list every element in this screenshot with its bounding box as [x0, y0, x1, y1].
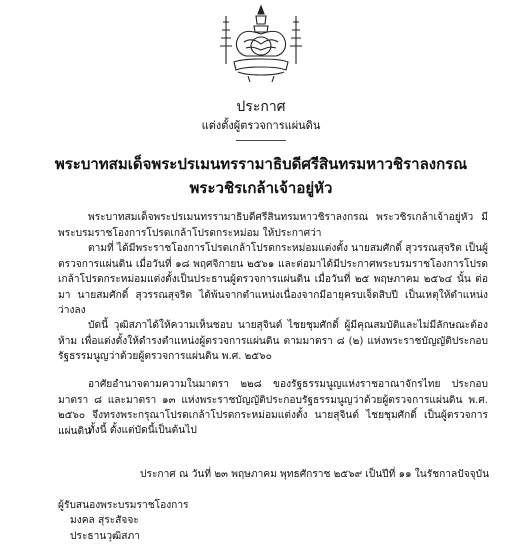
body-paragraph-2: ตามที่ ได้มีพระราชโองการโปรดเกล้าโปรดกระหม่อมแต่งตั้ง นายสมศักดิ์ สุวรรณสุจริต เป็นผู้ตรวจการแผ่นดิน เมื่อวันที่ ๑๘ พฤศจิกายน ๒๕๖๑ และต่อมาได้มีประกาศพระบรมราชโองการโปรดเกล้าโปรดกระหม่อมแต่งตั้งเป็นประธานผู้ตรวจการแผ่นดิน เมื่อวันที่ ๒๕ พฤษภาคม ๒๕๖๔ นั้น ต่อมา นายสมศักดิ์ สุวรรณสุจริต ได้พ้นจากตำแหน่งเนื่องจากมีอายุครบเจ็ดสิบปี เป็นเหตุให้ตำแหน่งว่างลง — [58, 243, 488, 316]
signatory-name: มงคล สุระสัจจะ — [70, 515, 139, 526]
body-paragraph-4: อาศัยอำนาจตามความในมาตรา ๒๒๘ ของรัฐธรรมนูญแห่งราชอาณาจักรไทย ประกอบมาตรา ๘ และมาตรา ๑๓ แห่งพระราชบัญญัติประกอบรัฐธรรมนูญว่าด้วยผู้ตรวจการแผ่นดิน พ.ศ. ๒๕๖๐ จึงทรงพระกรุณาโปรดเกล้าโปรดกระหม่อมแต่งตั้ง นายสุจินต์ ไชยชุมศักดิ์ เป็นผู้ตรวจการแผ่นดิน — [58, 379, 488, 437]
dated-line: ประกาศ ณ วันที่ ๒๓ พฤษภาคม พุทธศักราช ๒๕๖๙ เป็นปีที่ ๑๑ ในรัชกาลปัจจุบัน — [140, 469, 490, 480]
body-paragraph-3: บัดนี้ วุฒิสภาได้ให้ความเห็นชอบ นายสุจินต์ ไชยชุมศักดิ์ ผู้มีคุณสมบัติและไม่มีลักษณะต้องห้าม เพื่อแต่งตั้งให้ดำรงตำแหน่งผู้ตรวจการแผ่นดิน ตามมาตรา ๘ (๒) แห่งพระราชบัญญัติประกอบรัฐธรรมนูญว่าด้วยผู้ตรวจการแผ่นดิน พ.ศ. ๒๕๖๐ — [58, 320, 488, 362]
announcement-title: ประกาศ — [236, 99, 286, 115]
royal-name-line-1: พระบาทสมเด็จพระปรเมนทรรามาธิบดีศรีสินทรมหาวชิราลงกรณ — [54, 155, 468, 173]
garuda-emblem-icon — [218, 4, 304, 84]
royal-name-line-2: พระวชิรเกล้าเจ้าอยู่หัว — [189, 179, 333, 197]
body-paragraph-5: ทั้งนี้ ตั้งแต่บัดนี้เป็นต้นไป — [88, 425, 197, 436]
title-divider — [236, 140, 286, 141]
body-paragraph-1: พระบาทสมเด็จพระปรเมนทรรามาธิบดีศรีสินทรมหาวชิราลงกรณ พระวชิรเกล้าเจ้าอยู่หัว มีพระบรมราชโองการโปรดเกล้าโปรดกระหม่อม ให้ประกาศว่า — [58, 212, 488, 239]
announcement-subtitle: แต่งตั้งผู้ตรวจการแผ่นดิน — [201, 119, 321, 132]
signatory-title: ประธานวุฒิสภา — [70, 531, 140, 542]
signatory-role: ผู้รับสนองพระบรมราชโองการ — [58, 500, 189, 511]
